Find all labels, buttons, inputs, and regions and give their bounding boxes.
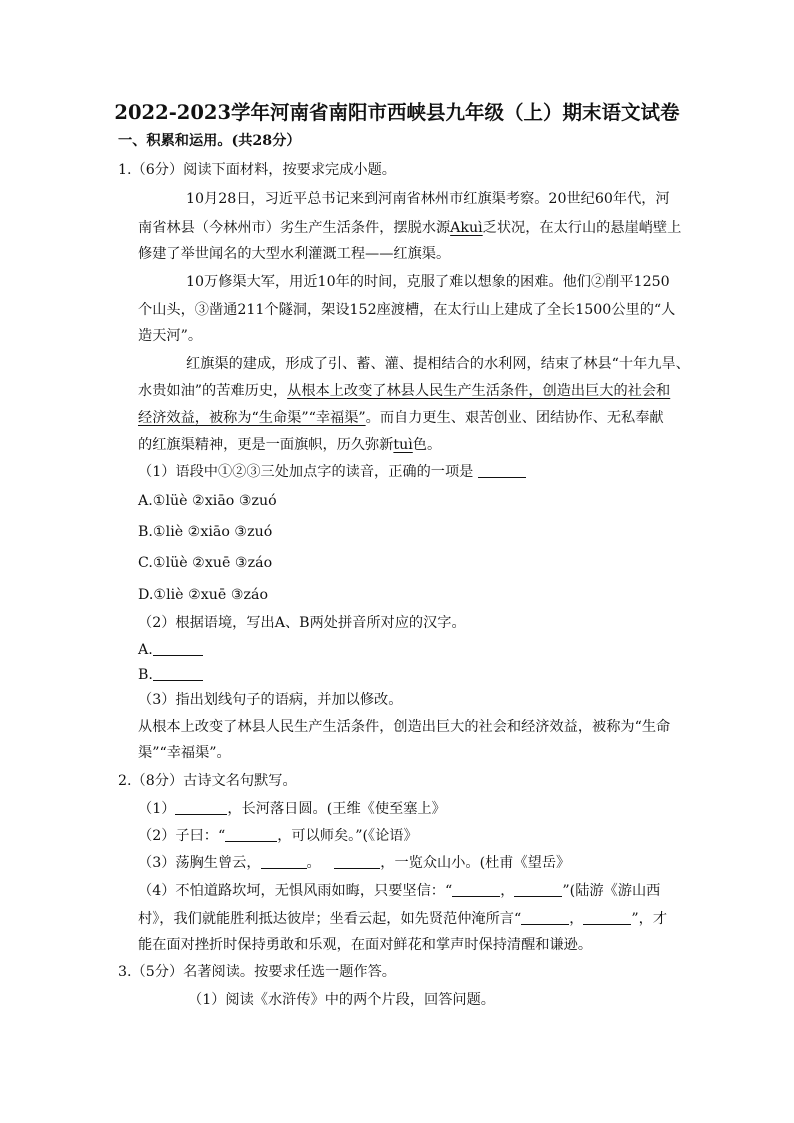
answer-blank[interactable] xyxy=(521,910,569,925)
option-b: B.①liè ②xiāo ③zuó xyxy=(138,524,273,540)
passage-p2-line2: 个山头，③凿通211个隧洞，架设152座渡槽，在太行山上建成了全长1500公里的“人 xyxy=(138,302,676,318)
passage-p3-line3 xyxy=(138,408,664,428)
passage-p3-line1: 红旗渠的建成，形成了引、蓄、灌、提相结合的水利网，结束了林县“十年九旱、 xyxy=(186,356,690,372)
item-text: 。 xyxy=(306,855,321,871)
poem-item-4-line2 xyxy=(138,909,667,929)
pinyin-a: Akuì xyxy=(450,220,483,236)
page-title: 2022-2023学年河南省南阳市西峡县九年级（上）期末语文试卷 xyxy=(114,101,680,124)
sub-question-3-sentence-2: 渠”“幸福渠”。 xyxy=(138,745,231,761)
sub-question-1 xyxy=(138,462,526,482)
item-text: ，一览众山小。(杜甫《望岳》 xyxy=(380,855,571,871)
option-c: C.①lüè ②xuē ③záo xyxy=(138,555,273,571)
answer-blank[interactable] xyxy=(452,882,500,897)
item-text: （4）不怕道路坎坷，无惧风雨如晦，只要坚信：“ xyxy=(138,883,453,899)
passage-p1-line3: 修建了举世闻名的大型水利灌溉工程——红旗渠。 xyxy=(138,246,451,262)
poem-item-4-line1 xyxy=(138,881,660,901)
blank-b-row xyxy=(138,665,203,685)
passage-p3-line4 xyxy=(138,435,441,455)
passage-p2-line3: 造天河”。 xyxy=(138,328,203,344)
answer-blank[interactable] xyxy=(514,882,562,897)
underlined-sentence: 经济效益，被称为“生命渠”“幸福渠” xyxy=(138,410,366,426)
answer-blank[interactable] xyxy=(478,463,526,478)
item-text: ”，才 xyxy=(631,911,668,927)
passage-text: 的红旗渠精神，更是一面旗帜，历久弥新 xyxy=(138,437,394,453)
section-heading: 一、积累和运用。(共28分） xyxy=(118,133,301,149)
poem-item-2 xyxy=(138,826,418,846)
question-2-stem: 2.（8分）古诗文名句默写。 xyxy=(118,773,297,789)
option-a: A.①lüè ②xiāo ③zuó xyxy=(138,493,277,509)
question-3-sub-1: （1）阅读《水浒传》中的两个片段，回答问题。 xyxy=(188,992,495,1008)
question-3-stem: 3.（5分）名著阅读。按要求任选一题作答。 xyxy=(118,964,396,980)
passage-text: 南省林县（今林州市）劣生产生活条件，摆脱水源 xyxy=(138,220,451,236)
answer-blank[interactable] xyxy=(583,910,631,925)
passage-p1-line2 xyxy=(138,218,681,238)
passage-text: 乏状况，在太行山的悬崖峭壁上 xyxy=(482,220,682,236)
answer-blank[interactable] xyxy=(153,666,203,681)
item-text: （3）荡胸生曾云， xyxy=(138,855,261,871)
item-text: ”(陆游《游山西 xyxy=(562,883,661,899)
blank-a-row xyxy=(138,640,203,660)
poem-item-4-line3: 能在面对挫折时保持勇敢和乐观，在面对鲜花和掌声时保持清醒和谦逊。 xyxy=(138,937,593,953)
item-text: ，可以师矣。”(《论语》 xyxy=(277,828,418,844)
passage-p3-line2 xyxy=(138,381,670,401)
option-d: D.①liè ②xuē ③záo xyxy=(138,587,269,603)
answer-blank[interactable] xyxy=(175,800,227,815)
passage-text: 水贵如油”的苦难历史， xyxy=(138,383,288,399)
answer-blank[interactable] xyxy=(261,854,307,869)
sub-question-3: （3）指出划线句子的语病，并加以修改。 xyxy=(138,692,403,708)
item-text: 村》，我们就能胜利抵达彼岸；坐看云起，如先贤范仲淹所言“ xyxy=(138,911,522,927)
passage-p2-line1: 10万修渠大军，用近10年的时间，克服了难以想象的困难。他们②削平1250 xyxy=(186,274,670,290)
sub-question-text: （1）语段中①②③三处加点字的读音，正确的一项是 xyxy=(138,464,474,480)
sub-question-3-sentence-1: 从根本上改变了林县人民生产生活条件，创造出巨大的社会和经济效益，被称为“生命 xyxy=(138,719,671,735)
answer-blank[interactable] xyxy=(334,854,380,869)
question-1-stem: 1.（6分）阅读下面材料，按要求完成小题。 xyxy=(118,162,396,178)
sub-question-2: （2）根据语境，写出A、B两处拼音所对应的汉字。 xyxy=(138,615,466,631)
item-text: ， xyxy=(500,883,515,899)
underlined-sentence: 从根本上改变了林县人民生产生活条件，创造出巨大的社会和 xyxy=(287,383,671,399)
poem-item-3 xyxy=(138,853,570,873)
poem-item-1 xyxy=(138,799,446,819)
passage-text: 色。 xyxy=(412,437,442,453)
passage-text: 。而自力更生、艰苦创业、团结协作、无私奉献 xyxy=(365,410,664,426)
answer-blank[interactable] xyxy=(225,827,277,842)
blank-label: A. xyxy=(138,642,153,658)
answer-blank[interactable] xyxy=(153,641,203,656)
pinyin-b: tuì xyxy=(393,437,413,453)
item-text: （2）子曰：“ xyxy=(138,828,226,844)
item-label: （1） xyxy=(138,801,176,817)
passage-p1-line1: 10月28日，习近平总书记来到河南省林州市红旗渠考察。20世纪60年代，河 xyxy=(186,191,670,207)
item-text: ， xyxy=(569,911,584,927)
item-text: ，长河落日圆。(王维《使至塞上》 xyxy=(227,801,446,817)
blank-label: B. xyxy=(138,667,153,683)
